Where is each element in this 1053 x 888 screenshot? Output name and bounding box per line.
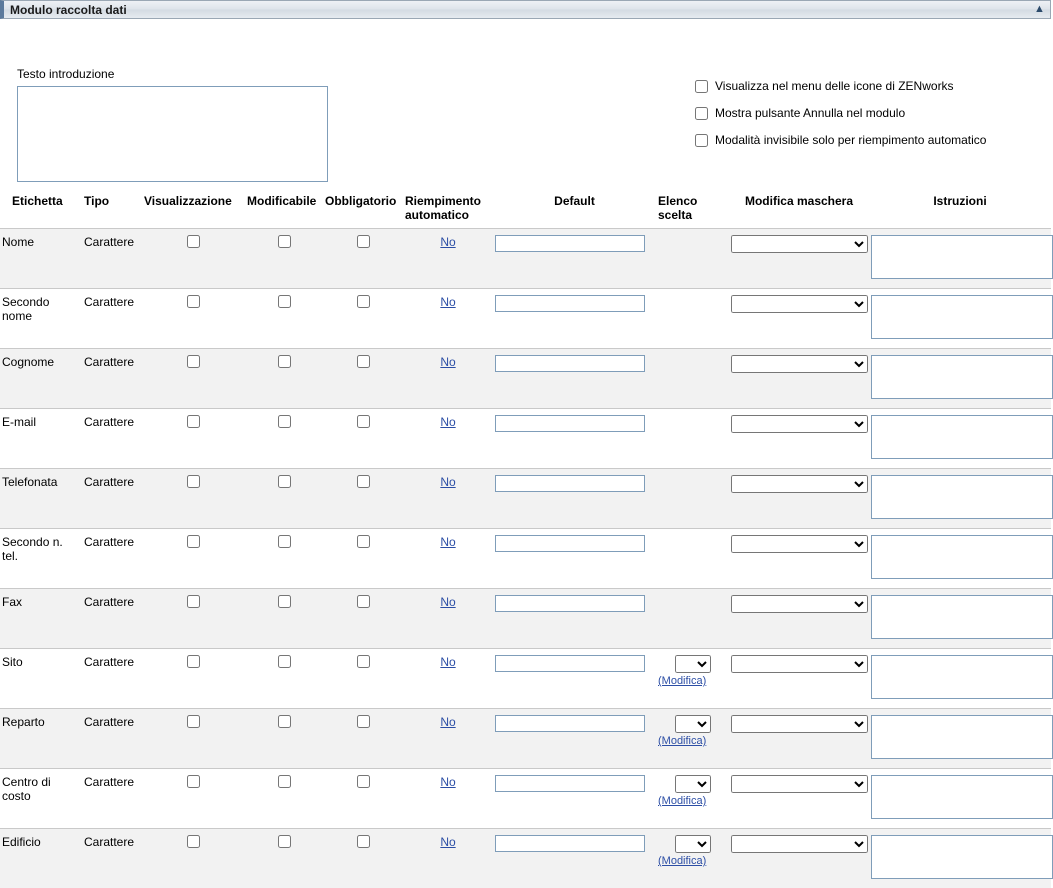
cell-visualizzazione[interactable] xyxy=(142,229,245,289)
modifica-elenco-link[interactable]: (Modifica) xyxy=(658,735,694,747)
modifica-maschera-select[interactable] xyxy=(731,595,868,613)
default-input[interactable] xyxy=(495,415,645,432)
cell-visualizzazione[interactable] xyxy=(142,529,245,589)
cell-visualizzazione[interactable] xyxy=(142,649,245,709)
auto-fill-link[interactable]: No xyxy=(440,835,455,849)
auto-fill-link[interactable]: No xyxy=(440,415,455,429)
cell-istruzioni[interactable] xyxy=(869,649,1051,709)
col-etichetta: Etichetta xyxy=(0,191,82,229)
modifica-maschera-select[interactable] xyxy=(731,235,868,253)
cell-default[interactable] xyxy=(493,709,656,769)
elenco-scelta-select[interactable] xyxy=(675,715,711,733)
modifica-maschera-select[interactable] xyxy=(731,835,868,853)
checkbox-modificabile[interactable] xyxy=(278,355,291,368)
checkbox-modificabile[interactable] xyxy=(278,535,291,548)
cell-default[interactable] xyxy=(493,529,656,589)
elenco-scelta-select[interactable] xyxy=(675,775,711,793)
auto-fill-link[interactable]: No xyxy=(440,535,455,549)
cell-modifica-maschera[interactable] xyxy=(729,769,869,829)
cell-visualizzazione[interactable] xyxy=(142,469,245,529)
modifica-maschera-select[interactable] xyxy=(731,475,868,493)
cell-modificabile[interactable] xyxy=(245,409,323,469)
page-title: Modulo raccolta dati xyxy=(4,3,127,17)
col-riempimento-automatico: Riempimento automatico xyxy=(403,191,493,229)
col-modificabile: Modificabile xyxy=(245,191,323,229)
cell-obbligatorio[interactable] xyxy=(323,829,403,888)
auto-fill-link[interactable]: No xyxy=(440,355,455,369)
cell-etichetta: Secondo nome xyxy=(0,289,82,349)
cell-elenco-scelta xyxy=(656,349,729,409)
istruzioni-textarea[interactable] xyxy=(871,415,1053,459)
cell-tipo: Carattere xyxy=(82,229,142,289)
istruzioni-textarea[interactable] xyxy=(871,595,1053,639)
cell-modifica-maschera[interactable] xyxy=(729,649,869,709)
modifica-elenco-link[interactable]: (Modifica) xyxy=(658,795,694,807)
checkbox-visualizzazione[interactable] xyxy=(187,775,200,788)
modifica-maschera-select[interactable] xyxy=(731,655,868,673)
cell-istruzioni[interactable] xyxy=(869,409,1051,469)
cell-modifica-maschera[interactable] xyxy=(729,289,869,349)
cell-modificabile[interactable] xyxy=(245,229,323,289)
cell-riempimento-automatico[interactable] xyxy=(403,829,493,888)
cell-riempimento-automatico[interactable] xyxy=(403,469,493,529)
cell-default[interactable] xyxy=(493,589,656,649)
checkbox-cancel-button[interactable] xyxy=(695,107,708,120)
cell-default[interactable] xyxy=(493,469,656,529)
modifica-maschera-select[interactable] xyxy=(731,355,868,373)
cell-istruzioni[interactable] xyxy=(869,829,1051,888)
col-istruzioni: Istruzioni xyxy=(869,191,1051,229)
fields-table-body xyxy=(0,229,1051,888)
option-label-silent-mode: Modalità invisibile solo per riempimento automatico xyxy=(715,133,986,147)
cell-tipo: Carattere xyxy=(82,709,142,769)
checkbox-modificabile[interactable] xyxy=(278,295,291,308)
cell-elenco-scelta[interactable] xyxy=(656,829,729,888)
intro-textarea[interactable] xyxy=(17,86,328,182)
default-input[interactable] xyxy=(495,235,645,252)
option-label-zenworks-menu: Visualizza nel menu delle icone di ZENworks xyxy=(715,79,954,93)
panel-header xyxy=(0,0,1051,19)
table-row xyxy=(0,829,1051,888)
col-obbligatorio: Obbligatorio xyxy=(323,191,403,229)
default-input[interactable] xyxy=(495,655,645,672)
cell-tipo: Carattere xyxy=(82,769,142,829)
cell-obbligatorio[interactable] xyxy=(323,349,403,409)
elenco-scelta-select[interactable] xyxy=(675,835,711,853)
istruzioni-textarea[interactable] xyxy=(871,235,1053,279)
checkbox-visualizzazione[interactable] xyxy=(187,355,200,368)
cell-modifica-maschera[interactable] xyxy=(729,409,869,469)
chevron-up-icon[interactable]: ▲ xyxy=(1032,2,1047,17)
istruzioni-textarea[interactable] xyxy=(871,535,1053,579)
cell-elenco-scelta[interactable] xyxy=(656,649,729,709)
checkbox-obbligatorio[interactable] xyxy=(357,835,370,848)
col-elenco-scelta: Elenco scelta xyxy=(656,191,729,229)
cell-modificabile[interactable] xyxy=(245,289,323,349)
cell-tipo: Carattere xyxy=(82,829,142,888)
cell-visualizzazione[interactable] xyxy=(142,769,245,829)
auto-fill-link[interactable]: No xyxy=(440,595,455,609)
modifica-maschera-select[interactable] xyxy=(731,535,868,553)
cell-tipo: Carattere xyxy=(82,409,142,469)
col-tipo: Tipo xyxy=(82,191,142,229)
checkbox-modificabile[interactable] xyxy=(278,235,291,248)
cell-riempimento-automatico[interactable] xyxy=(403,709,493,769)
cell-elenco-scelta xyxy=(656,409,729,469)
option-row-silent-mode[interactable] xyxy=(695,133,986,147)
checkbox-zenworks-menu[interactable] xyxy=(695,80,708,93)
modifica-maschera-select[interactable] xyxy=(731,715,868,733)
checkbox-modificabile[interactable] xyxy=(278,595,291,608)
default-input[interactable] xyxy=(495,775,645,792)
checkbox-obbligatorio[interactable] xyxy=(357,355,370,368)
istruzioni-textarea[interactable] xyxy=(871,835,1053,879)
elenco-scelta-select[interactable] xyxy=(675,655,711,673)
cell-modifica-maschera[interactable] xyxy=(729,229,869,289)
cell-obbligatorio[interactable] xyxy=(323,529,403,589)
checkbox-obbligatorio[interactable] xyxy=(357,415,370,428)
cell-modifica-maschera[interactable] xyxy=(729,589,869,649)
cell-modificabile[interactable] xyxy=(245,649,323,709)
cell-riempimento-automatico[interactable] xyxy=(403,529,493,589)
cell-riempimento-automatico[interactable] xyxy=(403,649,493,709)
cell-riempimento-automatico[interactable] xyxy=(403,769,493,829)
cell-istruzioni[interactable] xyxy=(869,469,1051,529)
cell-riempimento-automatico[interactable] xyxy=(403,349,493,409)
checkbox-obbligatorio[interactable] xyxy=(357,235,370,248)
default-input[interactable] xyxy=(495,715,645,732)
cell-obbligatorio[interactable] xyxy=(323,289,403,349)
cell-visualizzazione[interactable] xyxy=(142,709,245,769)
option-label-cancel-button: Mostra pulsante Annulla nel modulo xyxy=(715,106,905,120)
checkbox-obbligatorio[interactable] xyxy=(357,475,370,488)
checkbox-obbligatorio[interactable] xyxy=(357,535,370,548)
checkbox-obbligatorio[interactable] xyxy=(357,775,370,788)
cell-riempimento-automatico[interactable] xyxy=(403,589,493,649)
table-row xyxy=(0,589,1051,649)
checkbox-modificabile[interactable] xyxy=(278,715,291,728)
fields-table xyxy=(0,191,1051,888)
checkbox-modificabile[interactable] xyxy=(278,775,291,788)
auto-fill-link[interactable]: No xyxy=(440,775,455,789)
cell-elenco-scelta xyxy=(656,529,729,589)
options-list xyxy=(695,79,986,160)
cell-elenco-scelta xyxy=(656,229,729,289)
modifica-maschera-select[interactable] xyxy=(731,295,868,313)
cell-modificabile[interactable] xyxy=(245,589,323,649)
checkbox-modificabile[interactable] xyxy=(278,415,291,428)
cell-istruzioni[interactable] xyxy=(869,769,1051,829)
cell-obbligatorio[interactable] xyxy=(323,469,403,529)
default-input[interactable] xyxy=(495,475,645,492)
istruzioni-textarea[interactable] xyxy=(871,655,1053,699)
cell-etichetta: Centro di costo xyxy=(0,769,82,829)
cell-istruzioni[interactable] xyxy=(869,709,1051,769)
cell-tipo: Carattere xyxy=(82,289,142,349)
cell-modifica-maschera[interactable] xyxy=(729,529,869,589)
modifica-maschera-select[interactable] xyxy=(731,775,868,793)
col-visualizzazione: Visualizzazione xyxy=(142,191,245,229)
checkbox-obbligatorio[interactable] xyxy=(357,295,370,308)
option-row-zenworks-menu[interactable] xyxy=(695,79,986,93)
auto-fill-link[interactable]: No xyxy=(440,235,455,249)
cell-modificabile[interactable] xyxy=(245,709,323,769)
cell-istruzioni[interactable] xyxy=(869,529,1051,589)
checkbox-visualizzazione[interactable] xyxy=(187,295,200,308)
cell-modificabile[interactable] xyxy=(245,349,323,409)
cell-modifica-maschera[interactable] xyxy=(729,829,869,888)
cell-default[interactable] xyxy=(493,349,656,409)
checkbox-visualizzazione[interactable] xyxy=(187,715,200,728)
cell-modificabile[interactable] xyxy=(245,529,323,589)
checkbox-silent-mode[interactable] xyxy=(695,134,708,147)
auto-fill-link[interactable]: No xyxy=(440,295,455,309)
table-row xyxy=(0,229,1051,289)
cell-tipo: Carattere xyxy=(82,649,142,709)
table-row xyxy=(0,529,1051,589)
intro-label: Testo introduzione xyxy=(17,67,114,81)
cell-tipo: Carattere xyxy=(82,529,142,589)
cell-modifica-maschera[interactable] xyxy=(729,349,869,409)
cell-etichetta: Cognome xyxy=(0,349,82,409)
cell-riempimento-automatico[interactable] xyxy=(403,229,493,289)
cell-default[interactable] xyxy=(493,229,656,289)
table-row xyxy=(0,709,1051,769)
cell-obbligatorio[interactable] xyxy=(323,649,403,709)
cell-riempimento-automatico[interactable] xyxy=(403,289,493,349)
checkbox-visualizzazione[interactable] xyxy=(187,535,200,548)
checkbox-modificabile[interactable] xyxy=(278,655,291,668)
auto-fill-link[interactable]: No xyxy=(440,715,455,729)
cell-elenco-scelta xyxy=(656,289,729,349)
option-row-cancel-button[interactable] xyxy=(695,106,986,120)
modifica-maschera-select[interactable] xyxy=(731,415,868,433)
default-input[interactable] xyxy=(495,835,645,852)
cell-elenco-scelta xyxy=(656,469,729,529)
checkbox-modificabile[interactable] xyxy=(278,835,291,848)
cell-visualizzazione[interactable] xyxy=(142,349,245,409)
cell-etichetta: Telefonata xyxy=(0,469,82,529)
cell-etichetta: Reparto xyxy=(0,709,82,769)
cell-etichetta: Edificio xyxy=(0,829,82,888)
cell-modificabile[interactable] xyxy=(245,469,323,529)
cell-visualizzazione[interactable] xyxy=(142,409,245,469)
checkbox-visualizzazione[interactable] xyxy=(187,835,200,848)
table-row xyxy=(0,409,1051,469)
intro-section xyxy=(0,19,1051,191)
cell-etichetta: Sito xyxy=(0,649,82,709)
checkbox-obbligatorio[interactable] xyxy=(357,715,370,728)
cell-etichetta: Fax xyxy=(0,589,82,649)
checkbox-visualizzazione[interactable] xyxy=(187,595,200,608)
default-input[interactable] xyxy=(495,595,645,612)
istruzioni-textarea[interactable] xyxy=(871,475,1053,519)
cell-tipo: Carattere xyxy=(82,589,142,649)
cell-istruzioni[interactable] xyxy=(869,589,1051,649)
cell-default[interactable] xyxy=(493,829,656,888)
cell-obbligatorio[interactable] xyxy=(323,709,403,769)
modifica-elenco-link[interactable]: (Modifica) xyxy=(658,675,694,687)
checkbox-visualizzazione[interactable] xyxy=(187,475,200,488)
cell-default[interactable] xyxy=(493,769,656,829)
cell-modificabile[interactable] xyxy=(245,829,323,888)
table-header-row xyxy=(0,191,1051,229)
checkbox-obbligatorio[interactable] xyxy=(357,595,370,608)
checkbox-obbligatorio[interactable] xyxy=(357,655,370,668)
istruzioni-textarea[interactable] xyxy=(871,715,1053,759)
cell-default[interactable] xyxy=(493,409,656,469)
cell-etichetta: Nome xyxy=(0,229,82,289)
table-row xyxy=(0,469,1051,529)
cell-elenco-scelta[interactable] xyxy=(656,769,729,829)
checkbox-visualizzazione[interactable] xyxy=(187,235,200,248)
cell-obbligatorio[interactable] xyxy=(323,409,403,469)
cell-obbligatorio[interactable] xyxy=(323,229,403,289)
istruzioni-textarea[interactable] xyxy=(871,355,1053,399)
checkbox-visualizzazione[interactable] xyxy=(187,415,200,428)
table-row xyxy=(0,769,1051,829)
cell-visualizzazione[interactable] xyxy=(142,589,245,649)
col-modifica-maschera: Modifica maschera xyxy=(729,191,869,229)
cell-tipo: Carattere xyxy=(82,349,142,409)
cell-modifica-maschera[interactable] xyxy=(729,709,869,769)
col-default: Default xyxy=(493,191,656,229)
cell-elenco-scelta xyxy=(656,589,729,649)
cell-visualizzazione[interactable] xyxy=(142,829,245,888)
checkbox-modificabile[interactable] xyxy=(278,475,291,488)
istruzioni-textarea[interactable] xyxy=(871,775,1053,819)
cell-riempimento-automatico[interactable] xyxy=(403,409,493,469)
cell-modificabile[interactable] xyxy=(245,769,323,829)
cell-istruzioni[interactable] xyxy=(869,289,1051,349)
cell-tipo: Carattere xyxy=(82,469,142,529)
default-input[interactable] xyxy=(495,295,645,312)
default-input[interactable] xyxy=(495,535,645,552)
default-input[interactable] xyxy=(495,355,645,372)
cell-modifica-maschera[interactable] xyxy=(729,469,869,529)
cell-etichetta: E-mail xyxy=(0,409,82,469)
checkbox-visualizzazione[interactable] xyxy=(187,655,200,668)
cell-default[interactable] xyxy=(493,649,656,709)
table-row xyxy=(0,649,1051,709)
cell-etichetta: Secondo n. tel. xyxy=(0,529,82,589)
cell-obbligatorio[interactable] xyxy=(323,589,403,649)
modifica-elenco-link[interactable]: (Modifica) xyxy=(658,855,694,867)
auto-fill-link[interactable]: No xyxy=(440,655,455,669)
cell-default[interactable] xyxy=(493,289,656,349)
cell-visualizzazione[interactable] xyxy=(142,289,245,349)
cell-elenco-scelta[interactable] xyxy=(656,709,729,769)
cell-istruzioni[interactable] xyxy=(869,229,1051,289)
table-row xyxy=(0,349,1051,409)
istruzioni-textarea[interactable] xyxy=(871,295,1053,339)
table-row xyxy=(0,289,1051,349)
cell-istruzioni[interactable] xyxy=(869,349,1051,409)
auto-fill-link[interactable]: No xyxy=(440,475,455,489)
cell-obbligatorio[interactable] xyxy=(323,769,403,829)
